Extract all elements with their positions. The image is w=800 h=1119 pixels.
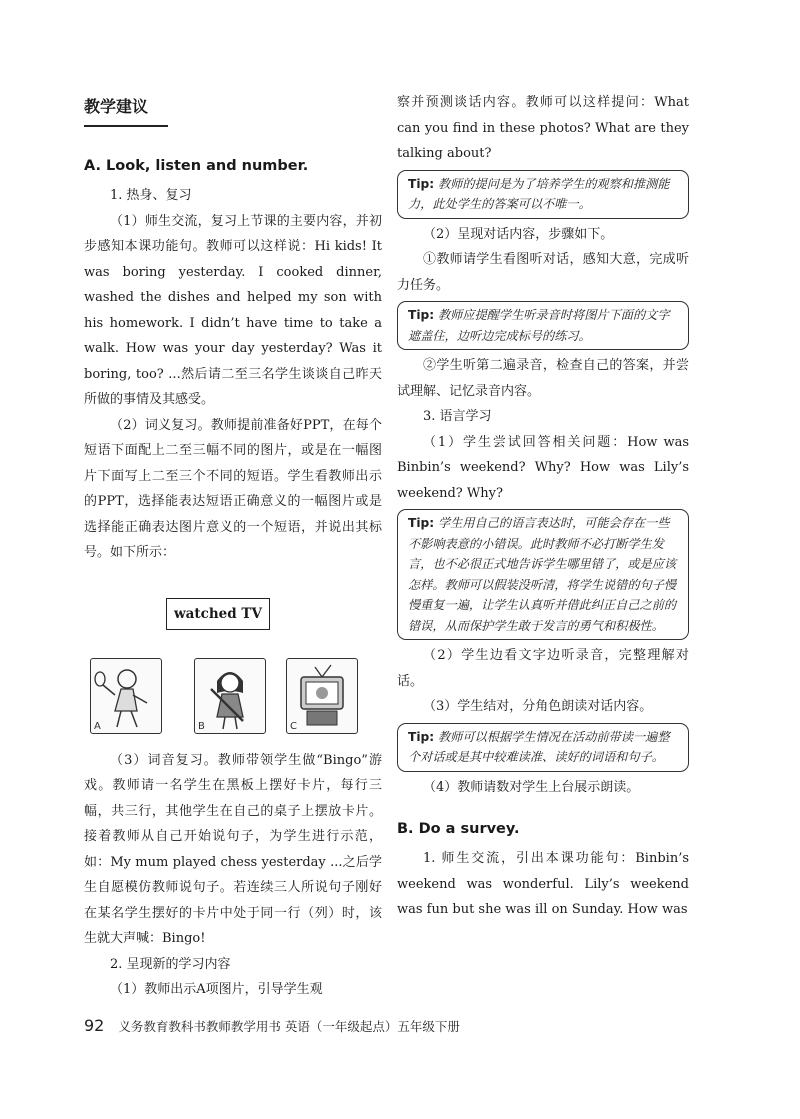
tip-label: Tip: <box>408 729 435 744</box>
tip-label: Tip: <box>408 176 435 191</box>
step-1-title: 1. 热身、复习 <box>110 188 192 203</box>
girl-with-bat-icon <box>195 659 265 733</box>
tip-text: 教师可以根据学生情况在活动前带读一遍整个对话或是其中较难读准、读好的词语和句子。 <box>408 729 670 764</box>
tip-text: 教师的提问是为了培养学生的观察和推测能力，此处学生的答案可以不唯一。 <box>408 176 670 211</box>
paragraph-show-pictures: （1）教师出示A项图片，引导学生观 <box>110 982 323 997</box>
paragraph-meaning-review: （2）词义复习。教师提前准备好PPT，在每个短语下面配上二至三幅不同的图片，或是在一幅图片下面写上二至三个不同的短语。学生看教师出示的PPT，选择能表达短语正确意义的一幅图片或是选择能正确表达图片意义的一个短语，并说出其标号。如下所示： <box>84 417 382 560</box>
paragraph-read-and-listen: （2）学生边看文字边听录音，完整理解对话。 <box>397 648 689 689</box>
section-title: 教学建议 <box>84 94 168 127</box>
picture-b-label: B <box>198 720 205 732</box>
paragraph-listen-second: ②学生听第二遍录音，检查自己的答案，并尝试理解、记忆录音内容。 <box>397 358 689 399</box>
right-column <box>397 90 689 923</box>
tip-box-errors <box>397 509 689 640</box>
tip-box-lead-reading <box>397 723 689 772</box>
picture-a-label: A <box>94 720 101 732</box>
tip-text: 教师应提醒学生听录音时将图片下面的文字遮盖住，边听边完成标号的练习。 <box>408 308 670 343</box>
tip-box-questioning <box>397 170 689 219</box>
step-2-title: 2. 呈现新的学习内容 <box>110 956 231 972</box>
heading-part-b: B. Do a survey. <box>397 821 520 837</box>
heading-part-a: A. Look, listen and number. <box>84 158 309 174</box>
picture-c <box>286 658 358 734</box>
paragraph-present-dialogue: （2）呈现对话内容，步骤如下。 <box>423 226 614 242</box>
paragraph-listen-first: ①教师请学生看图听对话，感知大意，完成听力任务。 <box>397 252 689 293</box>
page-footer <box>84 1016 460 1035</box>
tip-label: Tip: <box>408 516 435 530</box>
book-title: 义务教育教科书教师教学用书 英语（一年级起点）五年级下册 <box>118 1019 460 1034</box>
paragraph-role-play: （3）学生结对，分角色朗读对话内容。 <box>423 699 653 714</box>
tip-label: Tip: <box>408 308 435 322</box>
tip-text: 学生用自己的语言表达时，可能会存在一些不影响表意的小错误。此时教师不必打断学生发言，也不必很正式地告诉学生哪里错了，或是应该怎样。教师可以假装没听清，将学生说错的句子慢慢重复一遍，让学生认真听并借此纠正自己之前的错误，从而保护学生敢于发言的勇气和积极性。 <box>408 516 677 633</box>
paragraph-bingo-game: （3）词音复习。教师带领学生做“Bingo”游戏。教师请一名学生在黑板上摆好卡片，每行三幅，共三行，其他学生在自己的桌子上摆放卡片。接着教师从自己开始说句子，为学生进行示范，如：My mum played chess yesterday ...之后学生自愿模仿教师说句子。若连续三人所说句子刚好在某名学生摆好的卡片中处于同一行（列）时，该生就大声喊：Bingo! <box>84 752 382 946</box>
left-column <box>84 90 382 1003</box>
paragraph-warmup: （1）师生交流，复习上节课的主要内容，并初步感知本课功能句。教师可以这样说：Hi kids! It was boring yesterday. I cooked dinner, washed the dishes and helped my son with his homework. I didn’t have time to take a walk. How was your day yesterday? Was it boring, too? ...然后请二至三名学生谈谈自己昨天所做的事情及其感受。 <box>84 213 382 407</box>
page-number: 92 <box>84 1016 105 1035</box>
picture-a <box>90 658 162 734</box>
picture-choice-figure <box>84 580 382 740</box>
phrase-card: watched TV <box>166 598 270 630</box>
television-icon <box>287 659 357 733</box>
tip-box-cover-text <box>397 301 689 350</box>
paragraph-survey-intro: 1. 师生交流，引出本课功能句：Binbin’s weekend was wonderful. Lily’s weekend was fun but she was ill on Sunday. How was <box>397 851 689 917</box>
paragraph-predict-dialogue: 察并预测谈话内容。教师可以这样提问：What can you find in these photos? What are they talking about? <box>397 95 689 161</box>
badminton-player-icon <box>91 659 161 733</box>
step-3-title: 3. 语言学习 <box>423 409 492 424</box>
picture-b <box>194 658 266 734</box>
paragraph-answer-questions: （1）学生尝试回答相关问题：How was Binbin’s weekend? Why? How was Lily’s weekend? Why? <box>397 434 689 501</box>
picture-c-label: C <box>290 720 297 732</box>
paragraph-perform-reading: （4）教师请数对学生上台展示朗读。 <box>423 779 640 795</box>
